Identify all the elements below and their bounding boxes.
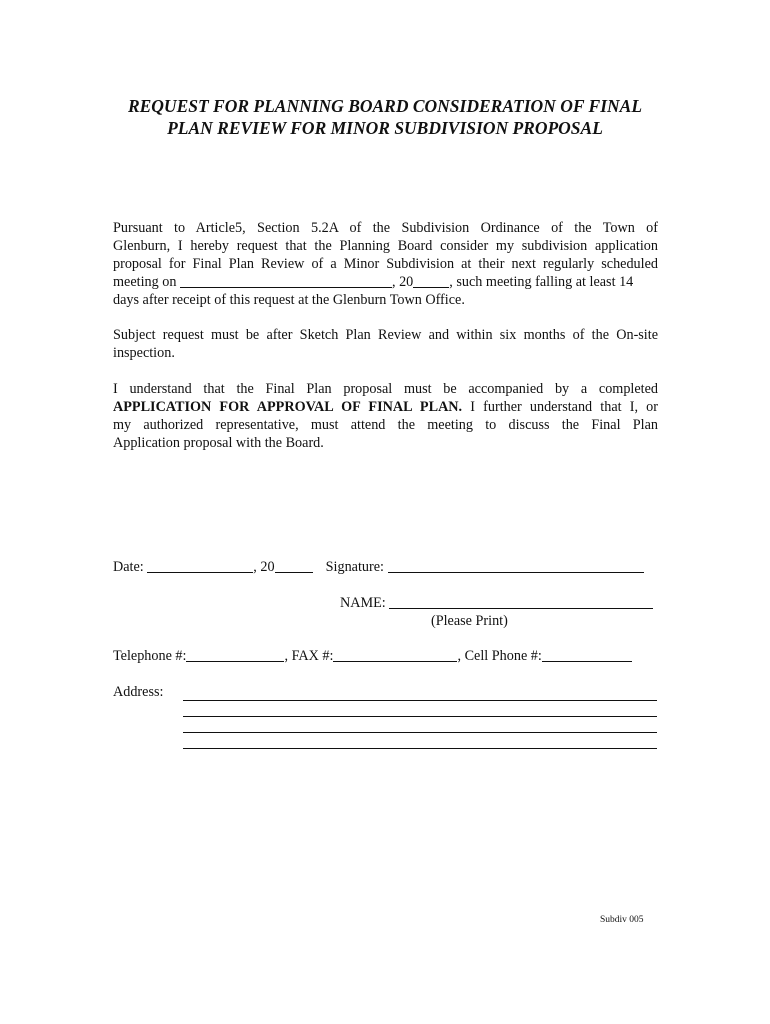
application-title: APPLICATION FOR APPROVAL OF FINAL PLAN. bbox=[113, 399, 463, 415]
request-line-1: Pursuant to Article5, Section 5.2A of the Subdivision Ordinance of the Town of bbox=[113, 220, 658, 236]
cell-phone-field[interactable] bbox=[542, 647, 632, 662]
telephone-field[interactable] bbox=[186, 647, 284, 662]
timing-paragraph bbox=[113, 326, 658, 362]
acknowledgement-paragraph bbox=[113, 380, 658, 452]
signature-field[interactable] bbox=[388, 558, 644, 573]
fax-field[interactable] bbox=[333, 647, 457, 662]
acknowledgement-line-1: I understand that the Final Plan proposal must be accompanied by a completed bbox=[113, 381, 658, 397]
form-code: Subdiv 005 bbox=[600, 915, 644, 925]
request-line-4 bbox=[113, 273, 658, 291]
date-year-prefix: , 20 bbox=[253, 559, 275, 575]
date-year-field[interactable] bbox=[275, 558, 313, 573]
request-line-3: proposal for Final Plan Review of a Minor Subdivision at their next regularly scheduled bbox=[113, 256, 658, 272]
meeting-on-label: meeting on bbox=[113, 274, 177, 290]
acknowledgement-line-2-rest: I further understand that I, or bbox=[470, 399, 658, 415]
date-label: Date: bbox=[113, 559, 144, 575]
meeting-year-prefix: , 20 bbox=[391, 274, 414, 290]
meeting-year-field[interactable] bbox=[413, 273, 449, 288]
date-signature-row bbox=[113, 558, 644, 576]
meeting-date-field[interactable] bbox=[180, 273, 392, 288]
please-print-note: (Please Print) bbox=[431, 613, 508, 629]
address-line-2[interactable] bbox=[183, 716, 657, 717]
acknowledgement-line-4: Application proposal with the Board. bbox=[113, 435, 324, 451]
acknowledgement-line-3: my authorized representative, must attend the meeting to discuss the Final Plan bbox=[113, 417, 658, 433]
name-label: NAME: bbox=[340, 595, 386, 611]
cell-phone-label: , Cell Phone #: bbox=[457, 648, 542, 664]
timing-line-1: Subject request must be after Sketch Plan Review and within six months of the On-site bbox=[113, 327, 658, 343]
request-line-2: Glenburn, I hereby request that the Planning Board consider my subdivision application bbox=[113, 238, 658, 254]
signature-label: Signature: bbox=[325, 559, 384, 575]
name-field[interactable] bbox=[389, 594, 653, 609]
meeting-note: , such meeting falling at least 14 bbox=[449, 274, 634, 290]
acknowledgement-line-2 bbox=[113, 398, 658, 416]
telephone-label: Telephone #: bbox=[113, 648, 187, 664]
timing-line-2: inspection. bbox=[113, 345, 175, 361]
name-row bbox=[340, 594, 653, 612]
form-title bbox=[100, 95, 670, 139]
request-line-5: days after receipt of this request at the Glenburn Town Office. bbox=[113, 292, 465, 308]
date-field[interactable] bbox=[147, 558, 253, 573]
contact-row bbox=[113, 647, 632, 665]
address-line-1[interactable] bbox=[183, 700, 657, 701]
form-title-line-1: REQUEST FOR PLANNING BOARD CONSIDERATION OF FINAL bbox=[127, 96, 643, 116]
form-title-line-2: PLAN REVIEW FOR MINOR SUBDIVISION PROPOSAL bbox=[167, 118, 603, 138]
address-label: Address: bbox=[113, 684, 164, 700]
address-line-4[interactable] bbox=[183, 748, 657, 749]
request-paragraph bbox=[113, 219, 658, 309]
fax-label: , FAX #: bbox=[284, 648, 334, 664]
address-line-3[interactable] bbox=[183, 732, 657, 733]
